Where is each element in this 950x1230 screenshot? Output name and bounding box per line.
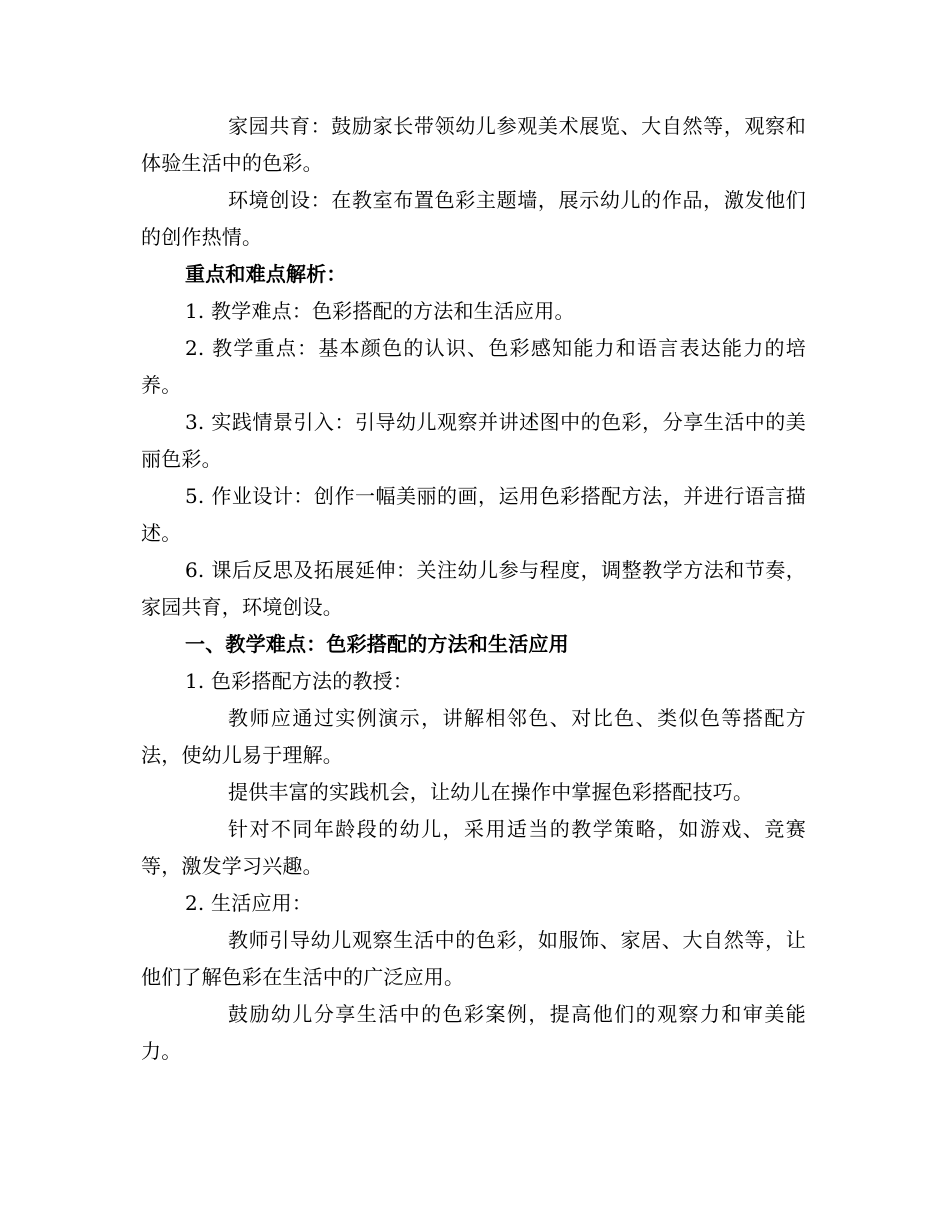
paragraph-age-strategy: 针对不同年龄段的幼儿，采用适当的教学策略，如游戏、竞赛等，激发学习兴趣。 (141, 817, 806, 878)
paragraph-practice-chances: 提供丰富的实践机会，让幼儿在操作中掌握色彩搭配技巧。 (228, 780, 754, 804)
paragraph-share-cases: 鼓励幼儿分享生活中的色彩案例，提高他们的观察力和审美能力。 (141, 1002, 806, 1063)
paragraph-environment: 环境创设：在教室布置色彩主题墙，展示幼儿的作品，激发他们的创作热情。 (141, 188, 806, 249)
list-item-life-application: 2. 生活应用： (185, 891, 313, 915)
list-item-practice: 3. 实践情景引入：引导幼儿观察并讲述图中的色彩，分享生活中的美丽色彩。 (141, 410, 806, 471)
paragraph-home-school: 家园共育：鼓励家长带领幼儿参观美术展览、大自然等，观察和体验生活中的色彩。 (141, 114, 806, 175)
heading-key-points: 重点和难点解析： (185, 262, 347, 286)
list-item-focus: 2. 教学重点：基本颜色的认识、色彩感知能力和语言表达能力的培养。 (141, 336, 806, 397)
list-item-color-method: 1. 色彩搭配方法的教授： (185, 669, 414, 693)
paragraph-demonstration: 教师应通过实例演示，讲解相邻色、对比色、类似色等搭配方法，使幼儿易于理解。 (141, 706, 806, 767)
heading-section-one: 一、教学难点：色彩搭配的方法和生活应用 (185, 632, 569, 656)
paragraph-observe-life: 教师引导幼儿观察生活中的色彩，如服饰、家居、大自然等，让他们了解色彩在生活中的广泛应用。 (141, 928, 806, 989)
list-item-homework: 5. 作业设计：创作一幅美丽的画，运用色彩搭配方法，并进行语言描述。 (141, 484, 806, 545)
list-item-difficulty: 1. 教学难点：色彩搭配的方法和生活应用。 (185, 299, 575, 323)
list-item-reflection: 6. 课后反思及拓展延伸：关注幼儿参与程度，调整教学方法和节奏，家园共育，环境创设。 (141, 558, 806, 619)
